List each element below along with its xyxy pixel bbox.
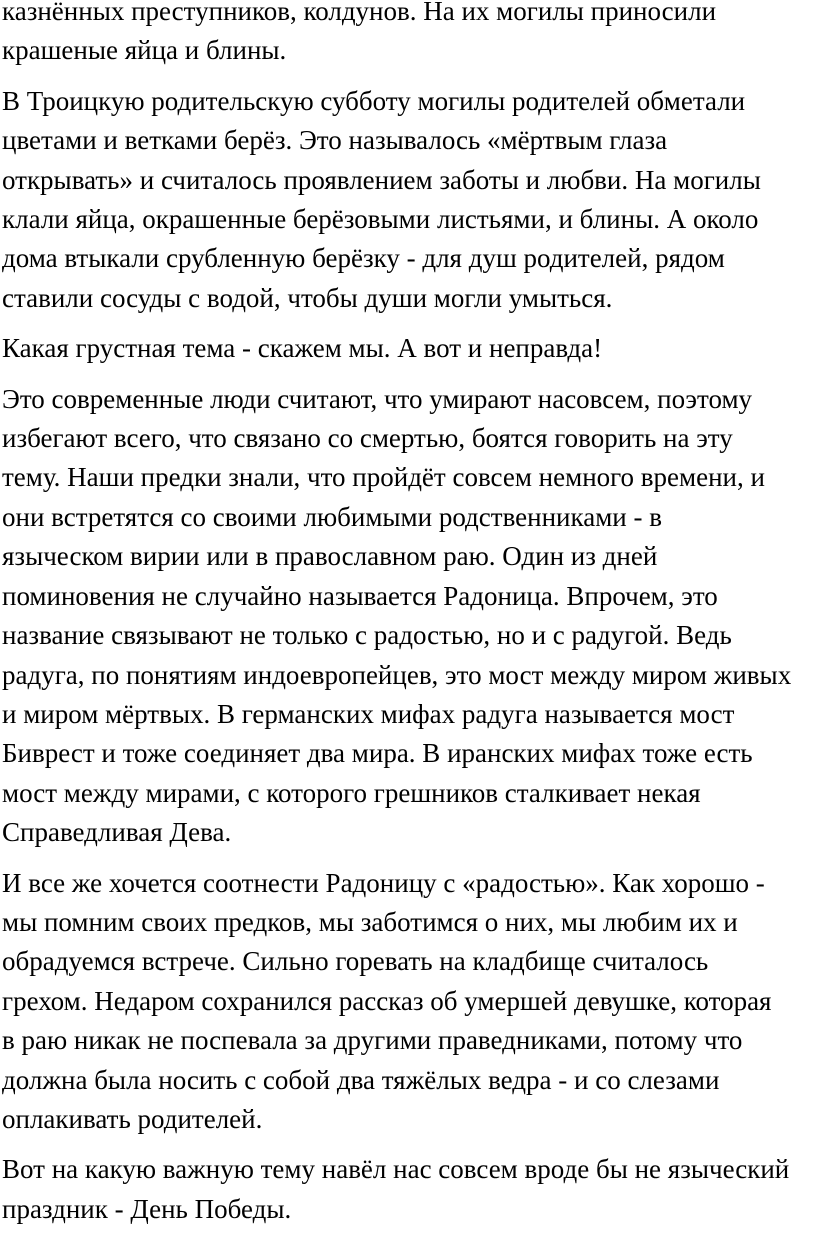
text-line: крашеные яйца и блины. [2, 35, 287, 66]
paragraph-1 [2, 0, 814, 71]
paragraph-2 [2, 82, 814, 318]
text-line: клали яйца, окрашенные берёзовыми листьями, и блины. А около [2, 204, 759, 235]
text-line: радуга, по понятиям индоевропейцев, это мост между миром живых [2, 659, 792, 690]
text-line: избегают всего, что связано со смертью, боятся говорить на эту [2, 423, 733, 454]
text-line: дома втыкали срубленную берёзку - для душ родителей, рядом [2, 243, 725, 274]
paragraph-3 [2, 329, 814, 368]
text-line: в раю никак не поспевала за другими праведниками, потому что [2, 1025, 743, 1056]
paragraph-6 [2, 1150, 814, 1229]
text-line: тему. Наши предки знали, что пройдёт совсем немного времени, и [2, 462, 765, 493]
text-line: Биврест и тоже соединяет два мира. В иранских мифах тоже есть [2, 738, 753, 769]
text-line: Какая грустная тема - скажем мы. А вот и неправда! [2, 333, 603, 364]
paragraph-5 [2, 864, 814, 1140]
text-line: грехом. Недаром сохранился рассказ об умершей девушке, которая [2, 985, 772, 1016]
text-line: Справедливая Дева. [2, 817, 232, 848]
text-line: Это современные люди считают, что умирают насовсем, поэтому [2, 383, 753, 414]
text-line: цветами и ветками берёз. Это называлось «мёртвым глаза [2, 125, 668, 156]
text-line: обрадуемся встрече. Сильно горевать на кладбище считалось [2, 946, 709, 977]
text-line: мост между мирами, с которого грешников сталкивает некая [2, 777, 701, 808]
document-page [2, 0, 814, 1240]
text-line: И все же хочется соотнести Радоницу с «радостью». Как хорошо - [2, 867, 765, 898]
text-line: открывать» и считалось проявлением заботы и любви. На могилы [2, 164, 761, 195]
text-line: праздник - День Победы. [2, 1193, 292, 1224]
text-line: Вот на какую важную тему навёл нас совсем вроде бы не языческий [2, 1154, 790, 1185]
paragraph-4 [2, 380, 814, 853]
text-line: оплакивать родителей. [2, 1103, 263, 1134]
text-line: мы помним своих предков, мы заботимся о них, мы любим их и [2, 906, 738, 937]
text-line: В Троицкую родительскую субботу могилы родителей обметали [2, 85, 746, 116]
text-line: поминовения не случайно называется Радоница. Впрочем, это [2, 580, 718, 611]
text-line: должна была носить с собой два тяжёлых ведра - и со слезами [2, 1064, 720, 1095]
text-line: они встретятся со своими любимыми родственниками - в [2, 501, 662, 532]
text-line: языческом вирии или в православном раю. Один из дней [2, 541, 658, 572]
text-line: название связывают не только с радостью, но и с радугой. Ведь [2, 620, 732, 651]
text-line: и миром мёртвых. В германских мифах радуга называется мост [2, 698, 735, 729]
text-line: ставили сосуды с водой, чтобы души могли умыться. [2, 282, 613, 313]
text-line: казнённых преступников, колдунов. На их могилы приносили [2, 0, 717, 26]
